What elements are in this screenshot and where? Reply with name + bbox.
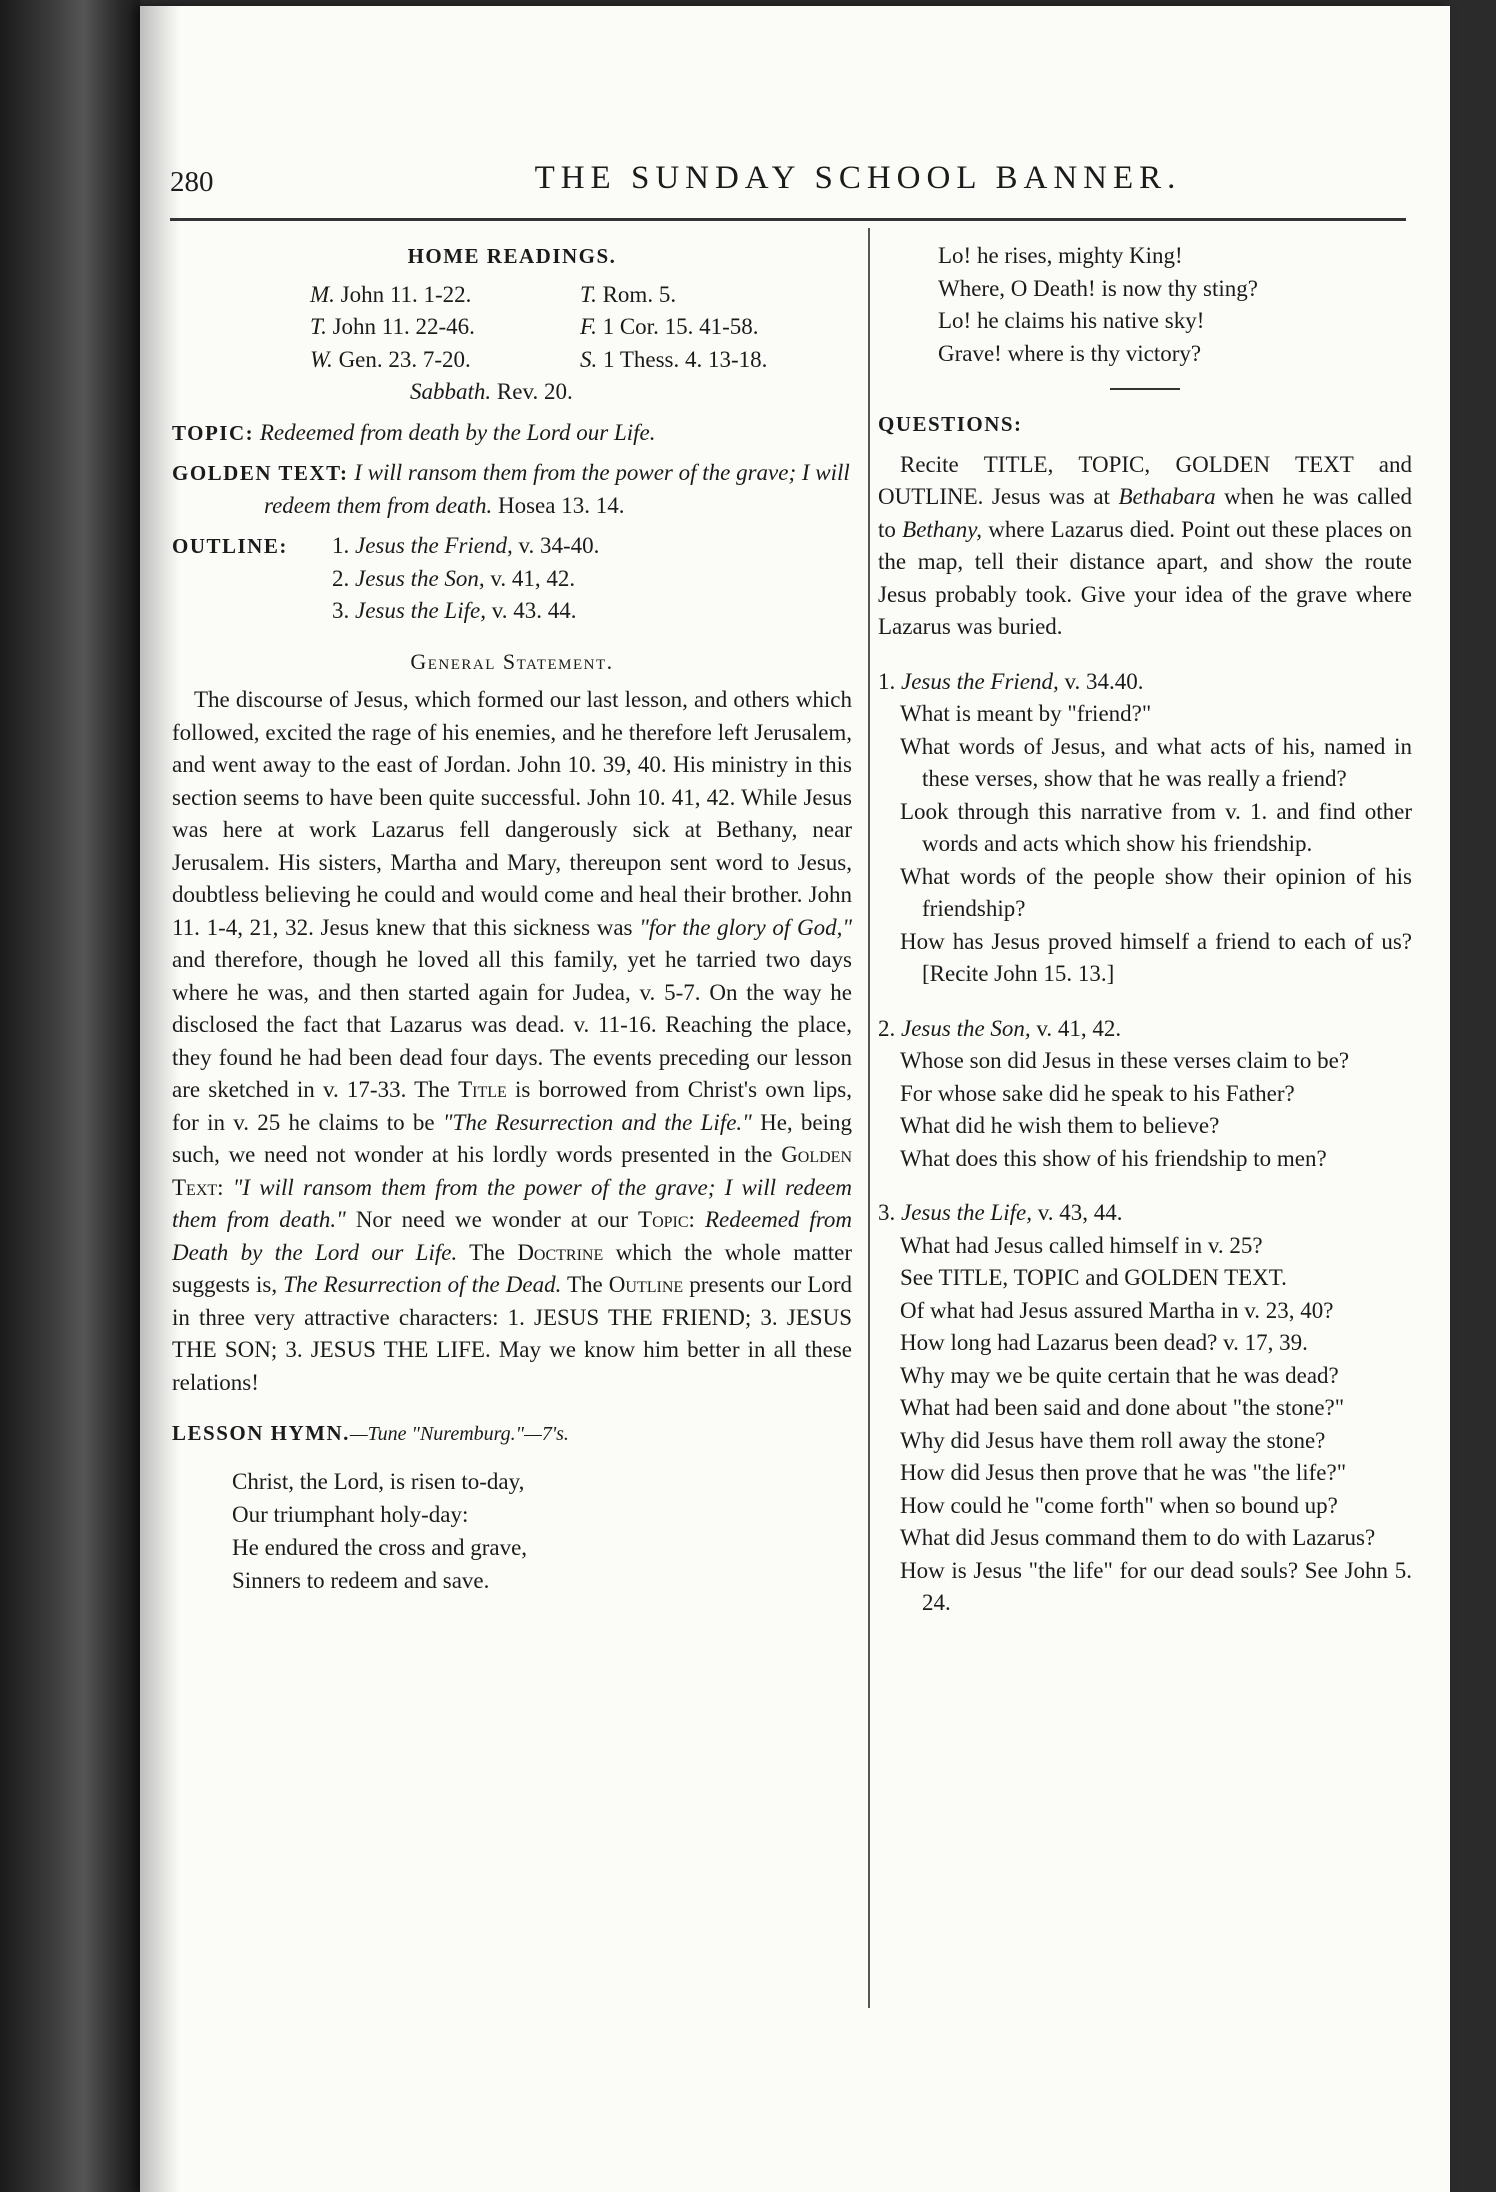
question-group-heading: 1. Jesus the Friend, v. 34.40.: [878, 668, 1144, 694]
hymn-stanza-2: [878, 240, 1412, 370]
question-item: For whose sake did he speak to his Father?: [900, 1080, 1295, 1106]
question-item: Whose son did Jesus in these verses claim to be?: [900, 1048, 1350, 1073]
lesson-hymn-tune: —Tune "Nuremburg."—7's.: [349, 1423, 569, 1445]
question-item: What does this show of his friendship to men?: [900, 1145, 1327, 1171]
hymn-line: Christ, the Lord, is risen to-day,: [232, 1468, 525, 1494]
question-group-1: [878, 666, 1412, 991]
general-statement-body: The discourse of Jesus, which formed our last lesson, and others which followed, excited the rage of his enemies, and he therefore left Jerusalem, and went away to the east of Jordan. John 10. 39, 40. His ministry in this section seems to have been quite successful. John 10. 41, 42. While Jesus was here at work Lazarus fell dangerously sick at Bethany, near Jerusalem. His sisters, Martha and Mary, thereupon sent word to Jesus, doubtless believing he could and would come and heal their brother. John 11. 1-4, 21, 32. Jesus knew that this sickness was "for the glory of God," and therefore, though he loved all this family, yet he tarried two days where he was, and then started again for Judea, v. 5-7. On the way he disclosed the fact that Lazarus was dead. v. 11-16. Reaching the place, they found he had been dead four days. The events preceding our lesson are sketched in v. 17-33. The Title is borrowed from Christ's own lips, for in v. 25 he claims to be "The Resurrection and the Life." He, being such, we need not wonder at his lordly words presented in the Golden Text: "I will ransom them from the power of the grave; I will redeem them from death." Nor need we wonder at our Topic: Redeemed from Death by the Lord our Life. The Doctrine which the whole matter suggests is, The Resurrection of the Dead. The Outline presents our Lord in three very attractive characters: 1. JESUS THE FRIEND; 3. JESUS THE SON; 3. JESUS THE LIFE. May we know him better in all these relations!: [172, 687, 853, 1395]
golden-text-ref: Hosea 13. 14.: [498, 492, 625, 518]
section-rule: [1110, 388, 1180, 390]
question-item: How did Jesus then prove that he was "the life?": [900, 1460, 1347, 1485]
right-column: [878, 240, 1412, 1620]
reading-sabbath: Sabbath. Rev. 20.: [410, 379, 573, 404]
reading-item: M. John 11. 1-22.: [310, 281, 472, 307]
outline-item: 3. Jesus the Life, v. 43. 44.: [332, 598, 577, 623]
question-group-heading: 3. Jesus the Life, v. 43, 44.: [878, 1200, 1123, 1225]
general-statement-title: General Statement.: [410, 648, 614, 674]
topic-text: Redeemed from death by the Lord our Life.: [259, 419, 656, 445]
question-item: What had been said and done about "the stone?": [900, 1395, 1345, 1420]
outline-label: OUTLINE:: [172, 534, 288, 558]
reading-item: W. Gen. 23. 7-20.: [310, 346, 471, 372]
lesson-hymn-heading: [172, 1417, 852, 1451]
home-readings-list: [310, 279, 852, 409]
question-item: Why did Jesus have them roll away the stone?: [900, 1427, 1326, 1453]
left-column: [172, 240, 852, 1597]
outline-item: 2. Jesus the Son, v. 41, 42.: [332, 565, 576, 591]
question-item: What had Jesus called himself in v. 25?: [900, 1232, 1263, 1258]
question-item: How long had Lazarus been dead? v. 17, 39.: [900, 1330, 1308, 1355]
reading-item: F. 1 Cor. 15. 41-58.: [580, 314, 759, 339]
hymn-line: Grave! where is thy victory?: [938, 340, 1202, 366]
question-item: How could he "come forth" when so bound up?: [900, 1492, 1338, 1518]
question-item: How is Jesus "the life" for our dead souls? See John 5. 24.: [900, 1557, 1412, 1615]
reading-item: T. John 11. 22-46.: [310, 314, 475, 339]
hymn-stanza-1: [172, 1465, 852, 1597]
question-item: See TITLE, TOPIC and GOLDEN TEXT.: [900, 1265, 1287, 1290]
running-title: THE SUNDAY SCHOOL BANNER.: [534, 160, 1182, 196]
home-readings-title: HOME READINGS.: [407, 244, 617, 268]
outline-items: [332, 530, 852, 628]
golden-text-label: GOLDEN TEXT:: [172, 461, 349, 485]
topic-label: TOPIC:: [172, 420, 255, 445]
golden-text-body: I will ransom them from the power of the grave; I will redeem them from death.: [264, 460, 850, 518]
lesson-hymn-label: LESSON HYMN.: [172, 1421, 350, 1445]
header-rule: [170, 218, 1406, 221]
outline-item: 1. Jesus the Friend, v. 34-40.: [332, 533, 600, 558]
question-item: What words of the people show their opinion of his friendship?: [900, 863, 1412, 921]
hymn-line: Where, O Death! is now thy sting?: [938, 275, 1259, 301]
question-item: Of what had Jesus assured Martha in v. 23, 40?: [900, 1297, 1334, 1323]
page-header: [170, 160, 1406, 220]
questions-label: QUESTIONS:: [878, 412, 1023, 436]
hymn-line: Our triumphant holy-day:: [232, 1501, 469, 1527]
golden-text: [172, 457, 852, 522]
book-binding: [0, 0, 140, 2192]
reading-item: T. Rom. 5.: [580, 281, 677, 307]
hymn-line: Sinners to redeem and save.: [232, 1567, 490, 1593]
questions-intro: Recite TITLE, TOPIC, GOLDEN TEXT and OUTLINE. Jesus was at Bethabara when he was called to Bethany, where Lazarus died. Point out these places on the map, tell their distance apart, and show the route Jesus probably took. Give your idea of the grave where Lazarus was buried.: [878, 451, 1412, 639]
question-item: What words of Jesus, and what acts of his, named in these verses, show that he was really a friend?: [900, 733, 1412, 791]
outline: [172, 530, 852, 628]
question-item: What did he wish them to believe?: [900, 1113, 1220, 1138]
hymn-line: Lo! he claims his native sky!: [938, 308, 1205, 333]
topic: [172, 417, 852, 450]
question-group-2: [878, 1013, 1412, 1176]
question-group-heading: 2. Jesus the Son, v. 41, 42.: [878, 1015, 1122, 1041]
hymn-line: He endured the cross and grave,: [232, 1534, 528, 1560]
question-item: Why may we be quite certain that he was dead?: [900, 1362, 1339, 1388]
question-item: What did Jesus command them to do with Lazarus?: [900, 1525, 1376, 1550]
page-number: 280: [170, 166, 214, 198]
question-group-3: [878, 1197, 1412, 1620]
column-divider: [868, 228, 870, 2008]
question-item: What is meant by "friend?": [900, 701, 1152, 726]
reading-item: S. 1 Thess. 4. 13-18.: [580, 346, 768, 372]
hymn-line: Lo! he rises, mighty King!: [938, 243, 1183, 268]
question-item: How has Jesus proved himself a friend to each of us? [Recite John 15. 13.]: [900, 928, 1412, 986]
question-item: Look through this narrative from v. 1. and find other words and acts which show his friendship.: [900, 798, 1412, 856]
